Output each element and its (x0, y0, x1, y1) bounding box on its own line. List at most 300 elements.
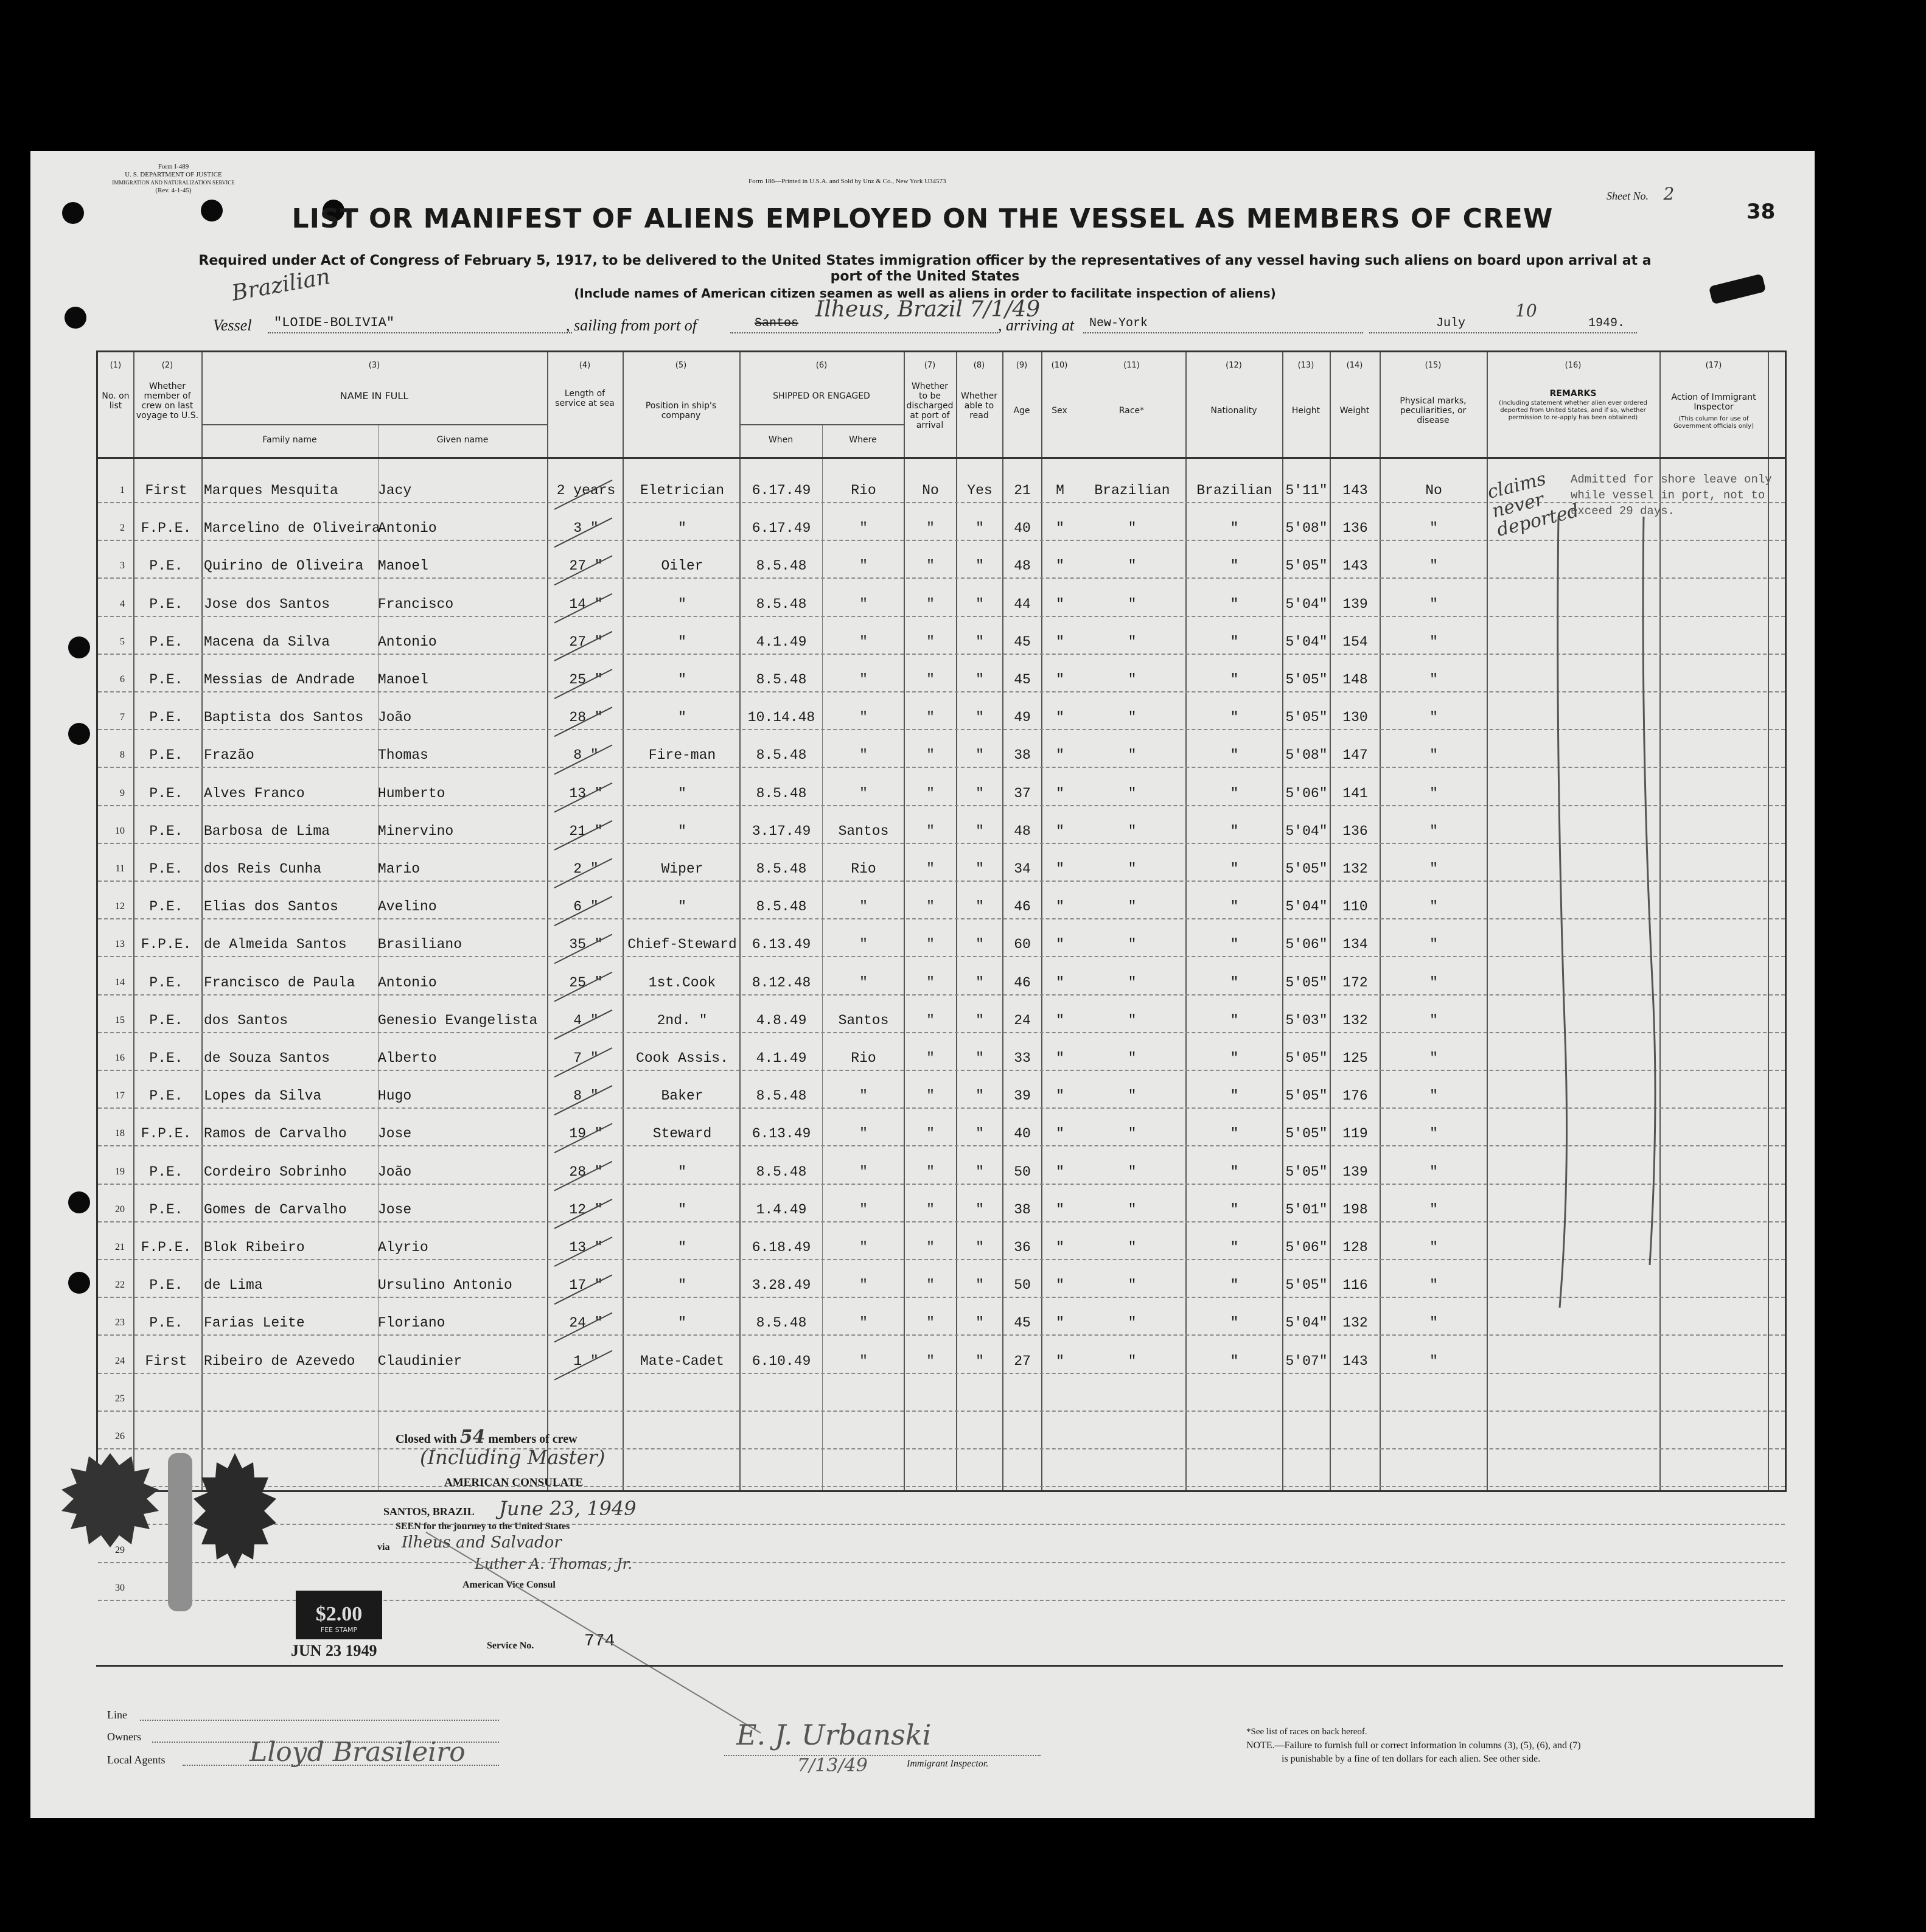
cell-race: " (1128, 974, 1137, 991)
cell-family-name: dos Reis Cunha (204, 861, 322, 877)
cell-position: " (678, 823, 686, 839)
cell-prev-voyage: F.P.E. (141, 1126, 192, 1142)
cell-family-name: de Lima (204, 1277, 263, 1294)
cell-service-length: 1 " (573, 1353, 599, 1369)
cell-prev-voyage: P.E. (149, 1088, 183, 1104)
check-mark (554, 518, 612, 547)
cell-position: " (678, 710, 686, 726)
cell-discharged: " (926, 747, 935, 764)
form-number: Form I-489 (158, 163, 189, 170)
col-header-family-name: Family name (262, 435, 317, 445)
colnum-7: (7) (924, 361, 936, 370)
cell-discharged: " (926, 823, 935, 839)
fee-amount: $2.00 (315, 1603, 363, 1625)
cell-shipped-when: 4.1.49 (756, 633, 807, 650)
cell-shipped-when: 6.17.49 (752, 483, 811, 498)
cell-service-length: 25 " (569, 974, 603, 991)
cell-nationality: " (1230, 1163, 1239, 1180)
cell-age: 39 (1014, 1088, 1031, 1104)
check-mark (554, 745, 612, 774)
cell-sex: " (1056, 1240, 1064, 1255)
col-divider (133, 352, 134, 1490)
consul-title: American Vice Consul (462, 1580, 556, 1590)
cell-service-length: 13 " (569, 1240, 603, 1255)
cell-sex: " (1056, 861, 1064, 877)
cell-shipped-where: " (859, 785, 868, 801)
cell-sex: " (1056, 1126, 1064, 1142)
arriving-port: New-York (1089, 316, 1148, 330)
row-rule (98, 1524, 1785, 1525)
cell-nationality: " (1230, 747, 1239, 764)
consul-signature: Luther A. Thomas, Jr. (475, 1555, 633, 1572)
col-header-when: When (768, 435, 794, 445)
cell-weight: 172 (1342, 974, 1368, 991)
cell-family-name: de Almeida Santos (204, 936, 347, 953)
cell-shipped-where: " (859, 596, 868, 612)
row-number: 20 (115, 1204, 125, 1215)
cell-family-name: Alves Franco (204, 785, 305, 801)
cell-service-length: 7 " (573, 1050, 599, 1066)
cell-height: 5'05" (1285, 710, 1328, 726)
cell-able-to-read: " (975, 1163, 984, 1180)
cell-discharged: " (926, 974, 935, 991)
cell-shipped-when: 4.8.49 (756, 1012, 807, 1028)
consular-seal-icon (52, 1441, 284, 1617)
cell-service-length: 8 " (573, 1088, 599, 1104)
cell-weight: 132 (1342, 1315, 1368, 1331)
cell-physical-marks: " (1429, 1088, 1438, 1104)
cell-service-length: 27 " (569, 558, 603, 574)
col-header-remarks: REMARKS (1549, 389, 1597, 399)
remarks-ditto-lines (1522, 504, 1729, 1478)
cell-discharged: No (922, 483, 939, 498)
cell-shipped-where: " (859, 558, 868, 574)
cell-given-name: Antonio (378, 633, 437, 650)
check-mark (554, 896, 612, 926)
cell-nationality: " (1230, 1088, 1239, 1104)
cell-height: 5'05" (1285, 558, 1328, 574)
cell-able-to-read: " (975, 558, 984, 574)
colnum-14: (14) (1346, 361, 1363, 370)
cell-given-name: Manoel (378, 558, 428, 574)
cell-age: 49 (1014, 710, 1031, 726)
fee-stamp-date: JUN 23 1949 (291, 1642, 377, 1659)
closed-count: 54 (459, 1426, 486, 1448)
cell-height: 5'04" (1285, 633, 1328, 650)
cell-sex: " (1056, 710, 1064, 726)
cell-family-name: de Souza Santos (204, 1050, 330, 1066)
cell-given-name: Antonio (378, 974, 437, 991)
cell-physical-marks: " (1429, 596, 1438, 612)
fee-stamp-label: FEE STAMP (320, 1626, 358, 1634)
row-number: 15 (115, 1014, 125, 1025)
col-header-last-voyage: Whether member of crew on last voyage to U.S. (136, 382, 199, 420)
department: U. S. DEPARTMENT OF JUSTICE (125, 171, 222, 178)
cell-sex: " (1056, 1277, 1064, 1294)
cell-physical-marks: " (1429, 558, 1438, 574)
owners-label: Owners (107, 1731, 141, 1743)
manifest-sheet (30, 151, 1815, 1818)
sailing-port-handwritten: Ilheus, Brazil 7/1/49 (815, 297, 1041, 322)
cell-prev-voyage: P.E. (149, 823, 183, 839)
cell-position: " (678, 785, 686, 801)
cell-discharged: " (926, 1201, 935, 1218)
cell-able-to-read: " (975, 974, 984, 991)
cell-service-length: 12 " (569, 1201, 603, 1218)
cell-able-to-read: " (975, 1088, 984, 1104)
page-number: 38 (1746, 200, 1776, 224)
colnum-3: (3) (368, 361, 380, 370)
cell-prev-voyage: P.E. (149, 1277, 183, 1294)
cell-service-length: 13 " (569, 785, 603, 801)
cell-sex: " (1056, 558, 1064, 574)
cell-shipped-where: " (859, 1088, 868, 1104)
cell-sex: " (1056, 785, 1064, 801)
cell-shipped-where: " (859, 520, 868, 537)
service-check-marks (548, 462, 646, 1435)
cell-shipped-when: 8.12.48 (752, 974, 811, 991)
cell-sex: " (1056, 936, 1064, 953)
check-mark (554, 707, 612, 736)
cell-physical-marks: " (1429, 899, 1438, 915)
closed-with-members: members of crew (488, 1432, 577, 1446)
cell-weight: 116 (1342, 1277, 1368, 1294)
cell-shipped-where: " (859, 747, 868, 764)
cell-shipped-where: Rio (851, 1050, 876, 1066)
vessel-underline (268, 332, 572, 333)
check-mark (554, 1351, 612, 1380)
row-number: 7 (120, 712, 125, 723)
cell-weight: 198 (1342, 1201, 1368, 1218)
cell-service-length: 3 " (573, 520, 599, 537)
cell-discharged: " (926, 899, 935, 915)
sheet-label-text: Sheet No. (1607, 190, 1649, 202)
row-number: 1 (120, 485, 125, 495)
cell-family-name: Lopes da Silva (204, 1088, 322, 1104)
check-mark (554, 972, 612, 1002)
colnum-6: (6) (815, 361, 828, 370)
colnum-1: (1) (110, 361, 122, 370)
cell-race: " (1128, 1240, 1137, 1255)
cell-able-to-read: " (975, 710, 984, 726)
cell-sex: " (1056, 633, 1064, 650)
cell-physical-marks: " (1429, 1240, 1438, 1255)
row-number: 12 (115, 901, 125, 912)
cell-race: " (1128, 1353, 1137, 1369)
cell-shipped-where: " (859, 899, 868, 915)
cell-age: 40 (1014, 1126, 1031, 1142)
printer-line: Form 186—Printed in U.S.A. and Sold by Unz & Co., New York U34573 (748, 178, 946, 185)
cell-age: 24 (1014, 1012, 1031, 1028)
colnum-4: (4) (579, 361, 591, 370)
service-no: 774 (584, 1632, 615, 1651)
cell-shipped-when: 4.1.49 (756, 1050, 807, 1066)
cell-height: 5'08" (1285, 747, 1328, 764)
cell-shipped-when: 6.17.49 (752, 520, 811, 537)
cell-able-to-read: " (975, 672, 984, 688)
cell-service-length: 27 " (569, 633, 603, 650)
cell-shipped-where: Santos (838, 1012, 889, 1028)
col-header-physical-marks: Physical marks, peculiarities, or disease (1400, 396, 1467, 425)
cell-discharged: " (926, 1050, 935, 1066)
row-number: 18 (115, 1128, 125, 1139)
cell-sex: " (1056, 1088, 1064, 1104)
row-number: 22 (115, 1280, 125, 1291)
signature-stroke (420, 1508, 773, 1739)
cell-discharged: " (926, 936, 935, 953)
check-mark (554, 1237, 612, 1266)
inspector-date: 7/13/49 (797, 1755, 868, 1776)
remarks-typed-3: exceed 29 days. (1571, 504, 1675, 518)
cell-physical-marks: " (1429, 1315, 1438, 1331)
cell-service-length: 28 " (569, 1163, 603, 1180)
cell-service-length: 14 " (569, 596, 603, 612)
cell-given-name: João (378, 1163, 412, 1180)
cell-race: " (1128, 596, 1137, 612)
row-number: 19 (115, 1166, 125, 1177)
cell-shipped-when: 8.5.48 (756, 861, 807, 877)
cell-age: 60 (1014, 936, 1031, 953)
remarks-typed-2: while vessel in port, not to (1571, 489, 1765, 502)
cell-weight: 154 (1342, 633, 1368, 650)
cell-prev-voyage: F.P.E. (141, 520, 192, 537)
row-rule (98, 1486, 1785, 1487)
cell-age: 45 (1014, 633, 1031, 650)
cell-height: 5'07" (1285, 1353, 1328, 1369)
consulate-heading: AMERICAN CONSULATE (444, 1476, 584, 1489)
cell-prev-voyage: P.E. (149, 899, 183, 915)
cell-sex: " (1056, 823, 1064, 839)
cell-age: 45 (1014, 672, 1031, 688)
cell-nationality: " (1230, 1353, 1239, 1369)
cell-prev-voyage: F.P.E. (141, 936, 192, 953)
row-number: 8 (120, 750, 125, 761)
cell-height: 5'05" (1285, 1088, 1328, 1104)
cell-given-name: Alberto (378, 1050, 437, 1066)
closed-with (396, 1426, 577, 1448)
cell-given-name: Floriano (378, 1315, 445, 1331)
cell-shipped-where: " (859, 1315, 868, 1331)
cell-age: 36 (1014, 1240, 1031, 1255)
cell-nationality: " (1230, 710, 1239, 726)
page-title: LIST OR MANIFEST OF ALIENS EMPLOYED ON THE VESSEL AS MEMBERS OF CREW (291, 203, 1554, 234)
cell-given-name: Humberto (378, 785, 445, 801)
cell-race: " (1128, 1315, 1137, 1331)
vessel-label: Vessel (213, 316, 252, 334)
cell-position: " (678, 1201, 686, 1218)
cell-nationality: " (1230, 1050, 1239, 1066)
row-number: 17 (115, 1090, 125, 1101)
cell-service-length: 2 " (573, 861, 599, 877)
cell-weight: 130 (1342, 710, 1368, 726)
cell-nationality: " (1230, 596, 1239, 612)
row-number: 2 (120, 523, 125, 534)
cell-given-name: Hugo (378, 1088, 412, 1104)
cell-race: " (1128, 899, 1137, 915)
cell-weight: 139 (1342, 596, 1368, 612)
footnote-races: *See list of races on back hereof. (1246, 1727, 1367, 1737)
col-header-shipped: SHIPPED OR ENGAGED (773, 391, 870, 401)
name-header-rule (201, 424, 547, 425)
cell-race: " (1128, 520, 1137, 537)
cell-shipped-when: 3.28.49 (752, 1277, 811, 1294)
form-header (97, 163, 249, 195)
cell-physical-marks: " (1429, 633, 1438, 650)
col-header-position: Position in ship's company (645, 401, 717, 420)
col-divider (1487, 352, 1488, 1490)
date-underline (1369, 332, 1637, 333)
cell-given-name: Claudinier (378, 1353, 462, 1369)
cell-shipped-when: 3.17.49 (752, 823, 811, 839)
cell-discharged: " (926, 1126, 935, 1142)
cell-height: 5'05" (1285, 861, 1328, 877)
cell-shipped-when: 8.5.48 (756, 899, 807, 915)
fee-stamp-top (296, 1593, 382, 1603)
check-mark (554, 632, 612, 661)
consulate-place: SANTOS, BRAZIL (383, 1505, 475, 1518)
colnum-5: (5) (675, 361, 687, 370)
cell-height: 5'05" (1285, 672, 1328, 688)
row-number: 3 (120, 560, 125, 571)
col-header-nationality: Nationality (1210, 406, 1257, 416)
cell-race: " (1128, 672, 1137, 688)
cell-given-name: Francisco (378, 596, 454, 612)
cell-physical-marks: " (1429, 747, 1438, 764)
cell-age: 34 (1014, 861, 1031, 877)
cell-prev-voyage: P.E. (149, 1315, 183, 1331)
cell-given-name: Jacy (378, 483, 412, 498)
cell-prev-voyage: First (145, 1353, 187, 1369)
check-mark (554, 1313, 612, 1342)
cell-position: " (678, 633, 686, 650)
footnote-penalty-1: NOTE.—Failure to furnish full or correct information in columns (3), (5), (6), and (7) (1246, 1740, 1581, 1751)
punch-hole (68, 723, 90, 745)
cell-weight: 128 (1342, 1240, 1368, 1255)
cell-family-name: Gomes de Carvalho (204, 1201, 347, 1218)
cell-weight: 110 (1342, 899, 1368, 915)
row-number: 24 (115, 1355, 125, 1366)
inspector-underline (724, 1755, 1041, 1756)
cell-position: Baker (661, 1088, 703, 1104)
consulate-via-label: via (377, 1542, 390, 1552)
col-header-height: Height (1291, 406, 1321, 416)
cell-position: " (678, 1163, 686, 1180)
cell-weight: 119 (1342, 1126, 1368, 1142)
col-divider (1768, 352, 1769, 1490)
cell-race: " (1128, 1277, 1137, 1294)
colnum-2: (2) (161, 361, 173, 370)
cell-race: " (1128, 823, 1137, 839)
col-header-weight: Weight (1339, 406, 1370, 416)
header-bottom-rule (98, 457, 1785, 459)
cell-given-name: Jose (378, 1201, 412, 1218)
cell-prev-voyage: P.E. (149, 861, 183, 877)
closed-note: (Including Master) (420, 1446, 605, 1469)
cell-race: " (1128, 936, 1137, 953)
cell-nationality: " (1230, 633, 1239, 650)
cell-family-name: Barbosa de Lima (204, 823, 330, 839)
row-rule (98, 1562, 1785, 1563)
cell-shipped-where: " (859, 1201, 868, 1218)
cell-age: 50 (1014, 1277, 1031, 1294)
consulate-date: June 23, 1949 (499, 1497, 637, 1520)
cell-discharged: " (926, 1277, 935, 1294)
cell-nationality: " (1230, 861, 1239, 877)
cell-service-length: 35 " (569, 936, 603, 953)
cell-age: 38 (1014, 1201, 1031, 1218)
cell-nationality: " (1230, 558, 1239, 574)
cell-sex: " (1056, 1163, 1064, 1180)
cell-prev-voyage: P.E. (149, 1163, 183, 1180)
cell-sex: " (1056, 1353, 1064, 1369)
cell-shipped-when: 6.10.49 (752, 1353, 811, 1369)
cell-race: " (1128, 710, 1137, 726)
consulate-via: Ilheus and Salvador (402, 1533, 562, 1552)
cell-age: 46 (1014, 899, 1031, 915)
cell-discharged: " (926, 1163, 935, 1180)
cell-prev-voyage: P.E. (149, 747, 183, 764)
cell-given-name: Antonio (378, 520, 437, 537)
cell-family-name: Farias Leite (204, 1315, 305, 1331)
cell-height: 5'05" (1285, 1050, 1328, 1066)
required-line-3: (Include names of American citizen seamen as well as aliens in order to facilitate inspection of aliens) (574, 286, 1276, 301)
sheet-label (1607, 184, 1674, 204)
cell-height: 5'04" (1285, 899, 1328, 915)
cell-height: 5'04" (1285, 596, 1328, 612)
cell-position: Steward (652, 1126, 712, 1142)
cell-height: 5'04" (1285, 1315, 1328, 1331)
cell-position: Eletrician (640, 483, 725, 498)
cell-position: Oiler (661, 558, 703, 574)
sailing-underline (730, 332, 998, 333)
colnum-17: (17) (1705, 361, 1722, 370)
cell-race: " (1128, 1126, 1137, 1142)
cell-physical-marks: " (1429, 1201, 1438, 1218)
cell-age: 46 (1014, 974, 1031, 991)
cell-prev-voyage: P.E. (149, 672, 183, 688)
cell-family-name: Blok Ribeiro (204, 1240, 305, 1255)
cell-nationality: " (1230, 672, 1239, 688)
cell-physical-marks: " (1429, 1353, 1438, 1369)
cell-family-name: Frazão (204, 747, 254, 764)
cell-discharged: " (926, 710, 935, 726)
cell-weight: 132 (1342, 1012, 1368, 1028)
cell-service-length: 6 " (573, 899, 599, 915)
col-header-name: NAME IN FULL (340, 390, 409, 402)
cell-weight: 143 (1342, 558, 1368, 574)
inspector-label: Immigrant Inspector. (907, 1759, 989, 1769)
cell-prev-voyage: P.E. (149, 1201, 183, 1218)
cell-discharged: " (926, 861, 935, 877)
cell-weight: 143 (1342, 1353, 1368, 1369)
cell-shipped-when: 6.13.49 (752, 1126, 811, 1142)
check-mark (554, 821, 612, 850)
cell-service-length: 28 " (569, 710, 603, 726)
cell-nationality: " (1230, 974, 1239, 991)
line-underline (140, 1720, 499, 1721)
cell-weight: 147 (1342, 747, 1368, 764)
cell-weight: 148 (1342, 672, 1368, 688)
cell-nationality: " (1230, 936, 1239, 953)
cell-able-to-read: " (975, 1050, 984, 1066)
cell-height: 5'05" (1285, 1126, 1328, 1142)
cell-sex: " (1056, 672, 1064, 688)
cell-service-length: 21 " (569, 823, 603, 839)
cell-able-to-read: " (975, 936, 984, 953)
col-header-inspector-sub: (This column for use of Government officials only) (1673, 416, 1754, 430)
cell-physical-marks: " (1429, 936, 1438, 953)
cell-family-name: Messias de Andrade (204, 672, 355, 688)
